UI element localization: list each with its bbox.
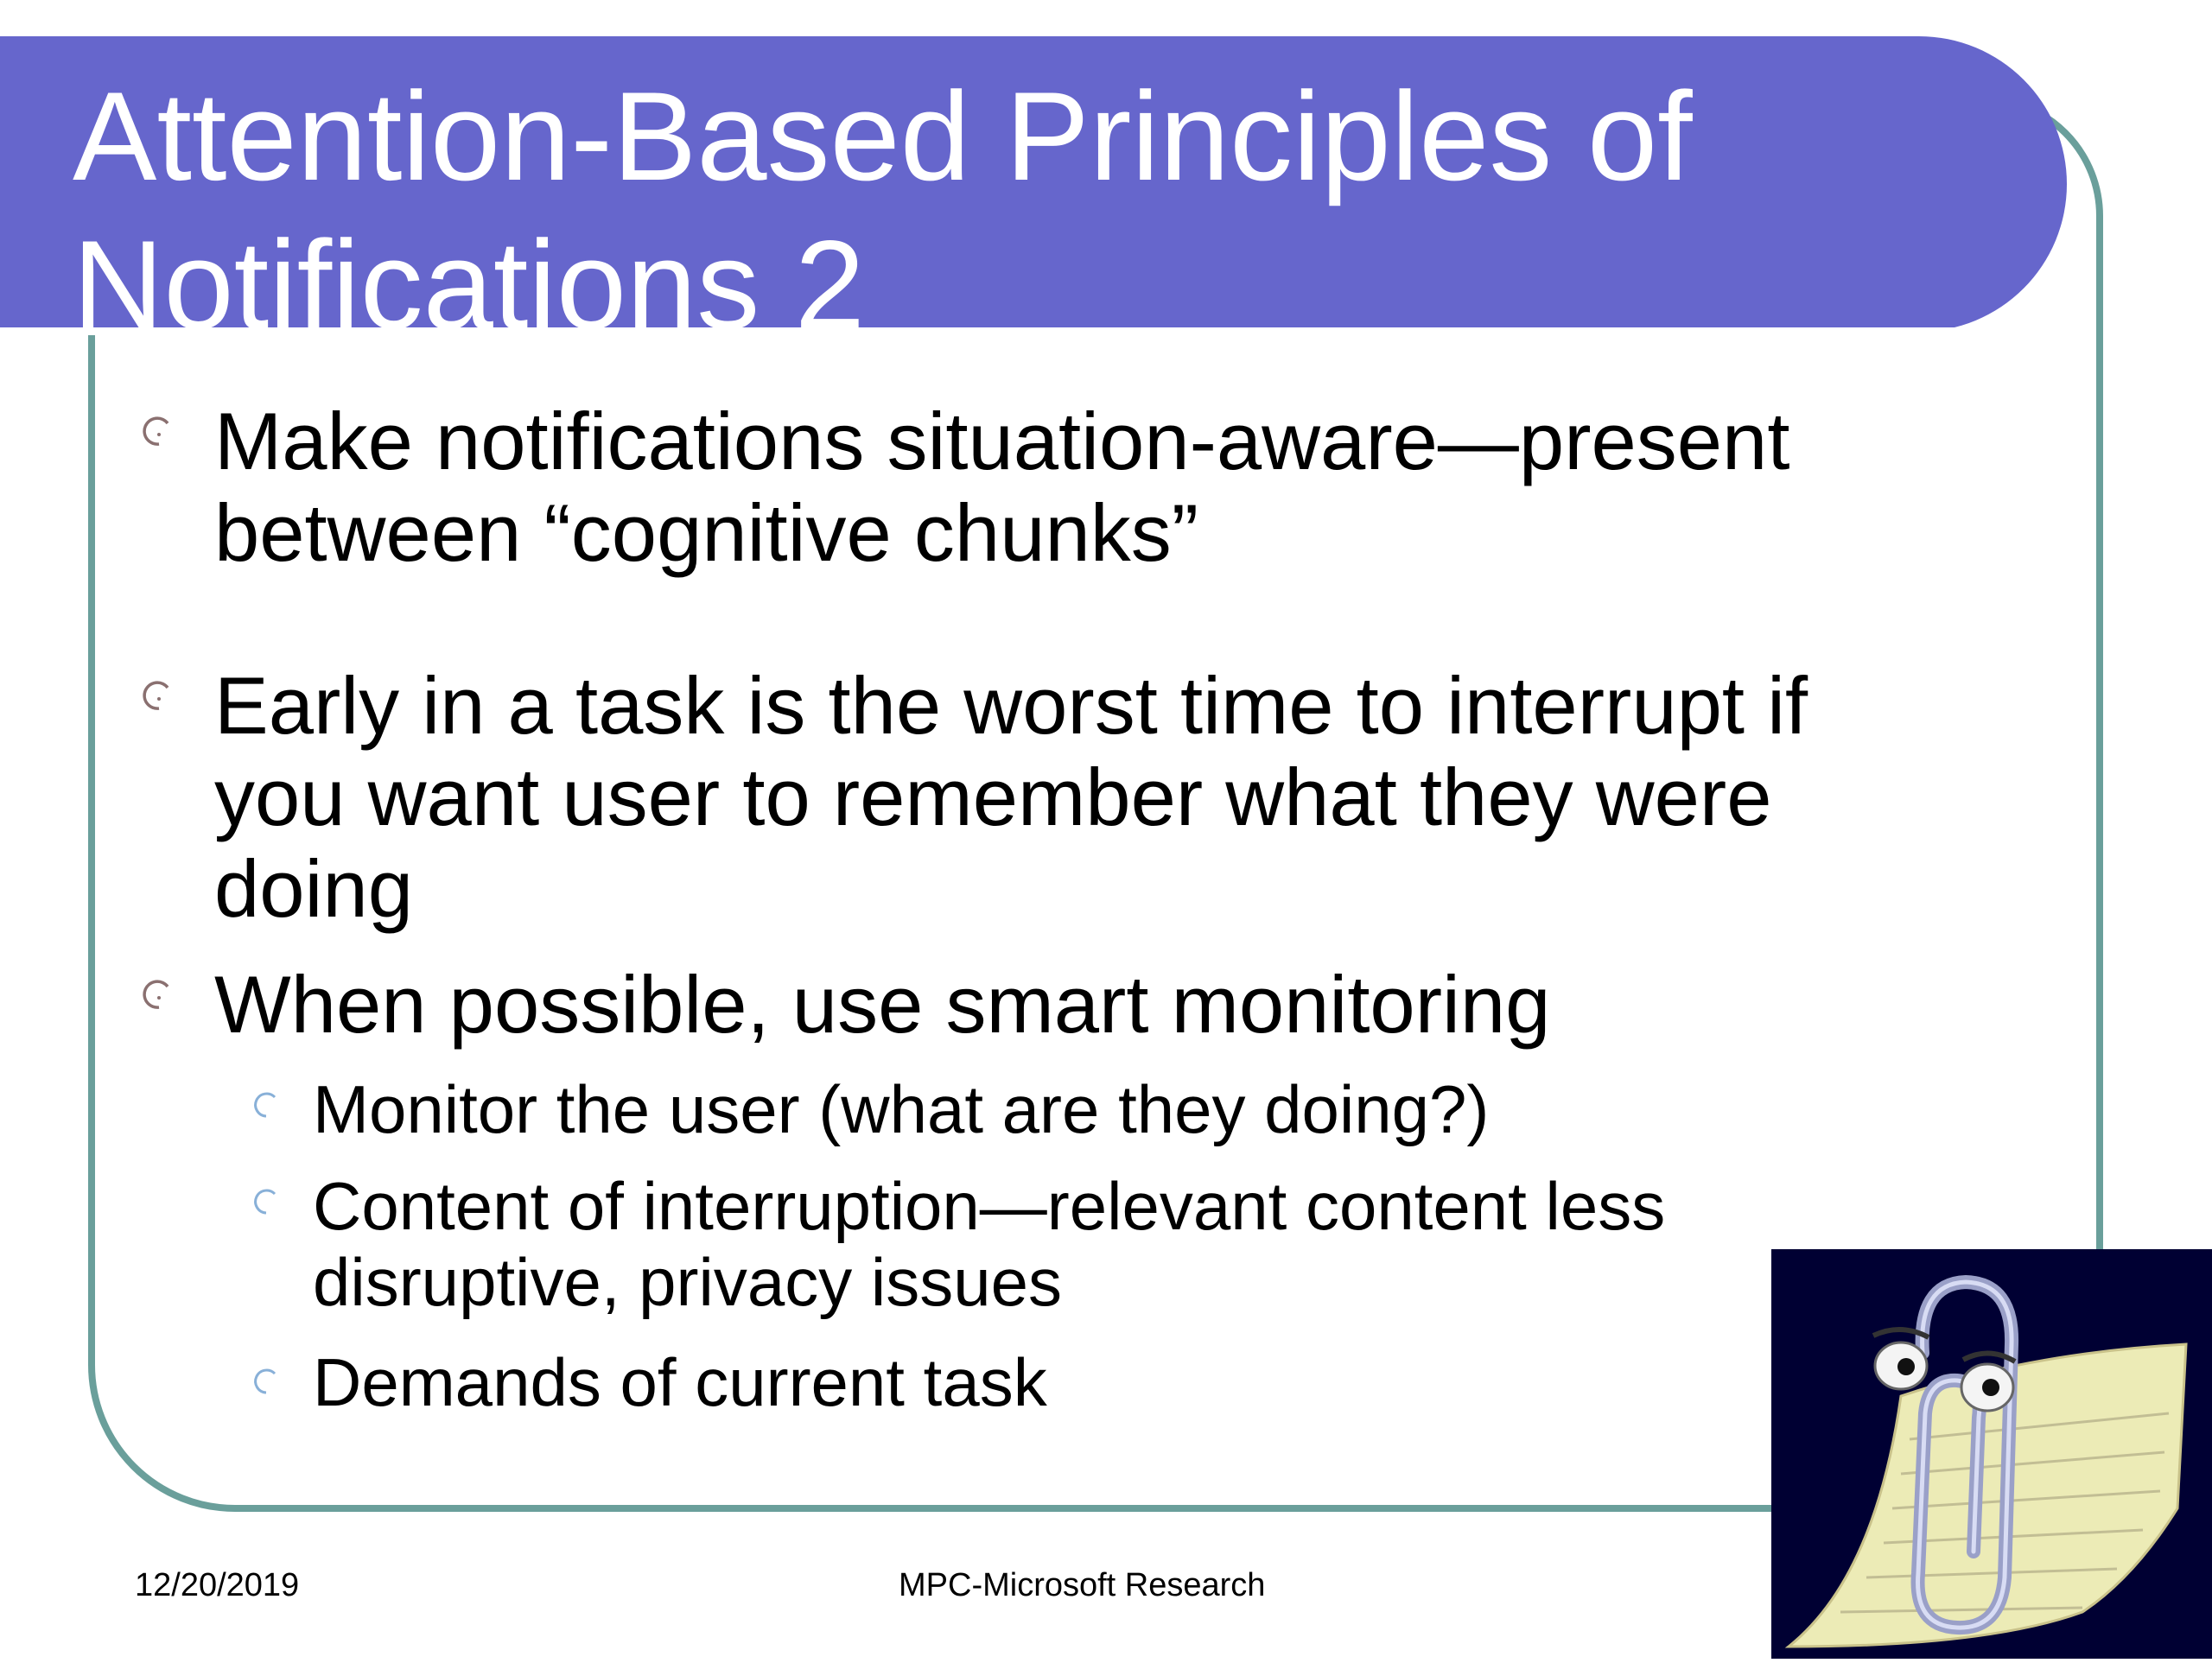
sub-bullet-item: [313, 1071, 1868, 1147]
bullet-item: [214, 396, 1942, 579]
sub-bullet-circle-icon: [247, 1184, 283, 1220]
slide-title-line-1: Attention-Based Principles of: [73, 66, 1693, 206]
bullet-text-line: doing: [214, 843, 413, 934]
footer-date: 12/20/2019: [135, 1567, 300, 1603]
sub-bullet-text-line: disruptive, privacy issues: [313, 1244, 1062, 1320]
sub-bullet-text-line: Content of interruption—relevant content less: [313, 1168, 1666, 1244]
bullet-circle-icon: [138, 413, 175, 449]
slide-title-line-2: Notifications 2: [73, 214, 865, 355]
bullet-item: [214, 660, 1942, 935]
sub-bullet-text-line: Demands of current task: [313, 1344, 1047, 1420]
bullet-text-line: Make notifications situation-aware—present: [214, 396, 1790, 486]
bullet-text-line: When possible, use smart monitoring: [214, 959, 1551, 1050]
footer-center-text: MPC-Microsoft Research: [899, 1567, 1266, 1603]
clippy-icon: [1771, 1249, 2212, 1659]
sub-bullet-item: [313, 1344, 1868, 1420]
bullet-item: [214, 959, 1942, 1050]
bullet-circle-icon: [138, 976, 175, 1012]
bullet-text-line: between “cognitive chunks”: [214, 487, 1199, 578]
bullet-text-line: you want user to remember what they were: [214, 752, 1772, 842]
sub-bullet-circle-icon: [247, 1087, 283, 1123]
sub-bullet-item: [313, 1168, 1868, 1320]
bullet-text-line: Early in a task is the worst time to interrupt if: [214, 660, 1808, 751]
sub-bullet-text-line: Monitor the user (what are they doing?): [313, 1071, 1490, 1147]
sub-bullet-circle-icon: [247, 1363, 283, 1400]
bullet-circle-icon: [138, 677, 175, 714]
